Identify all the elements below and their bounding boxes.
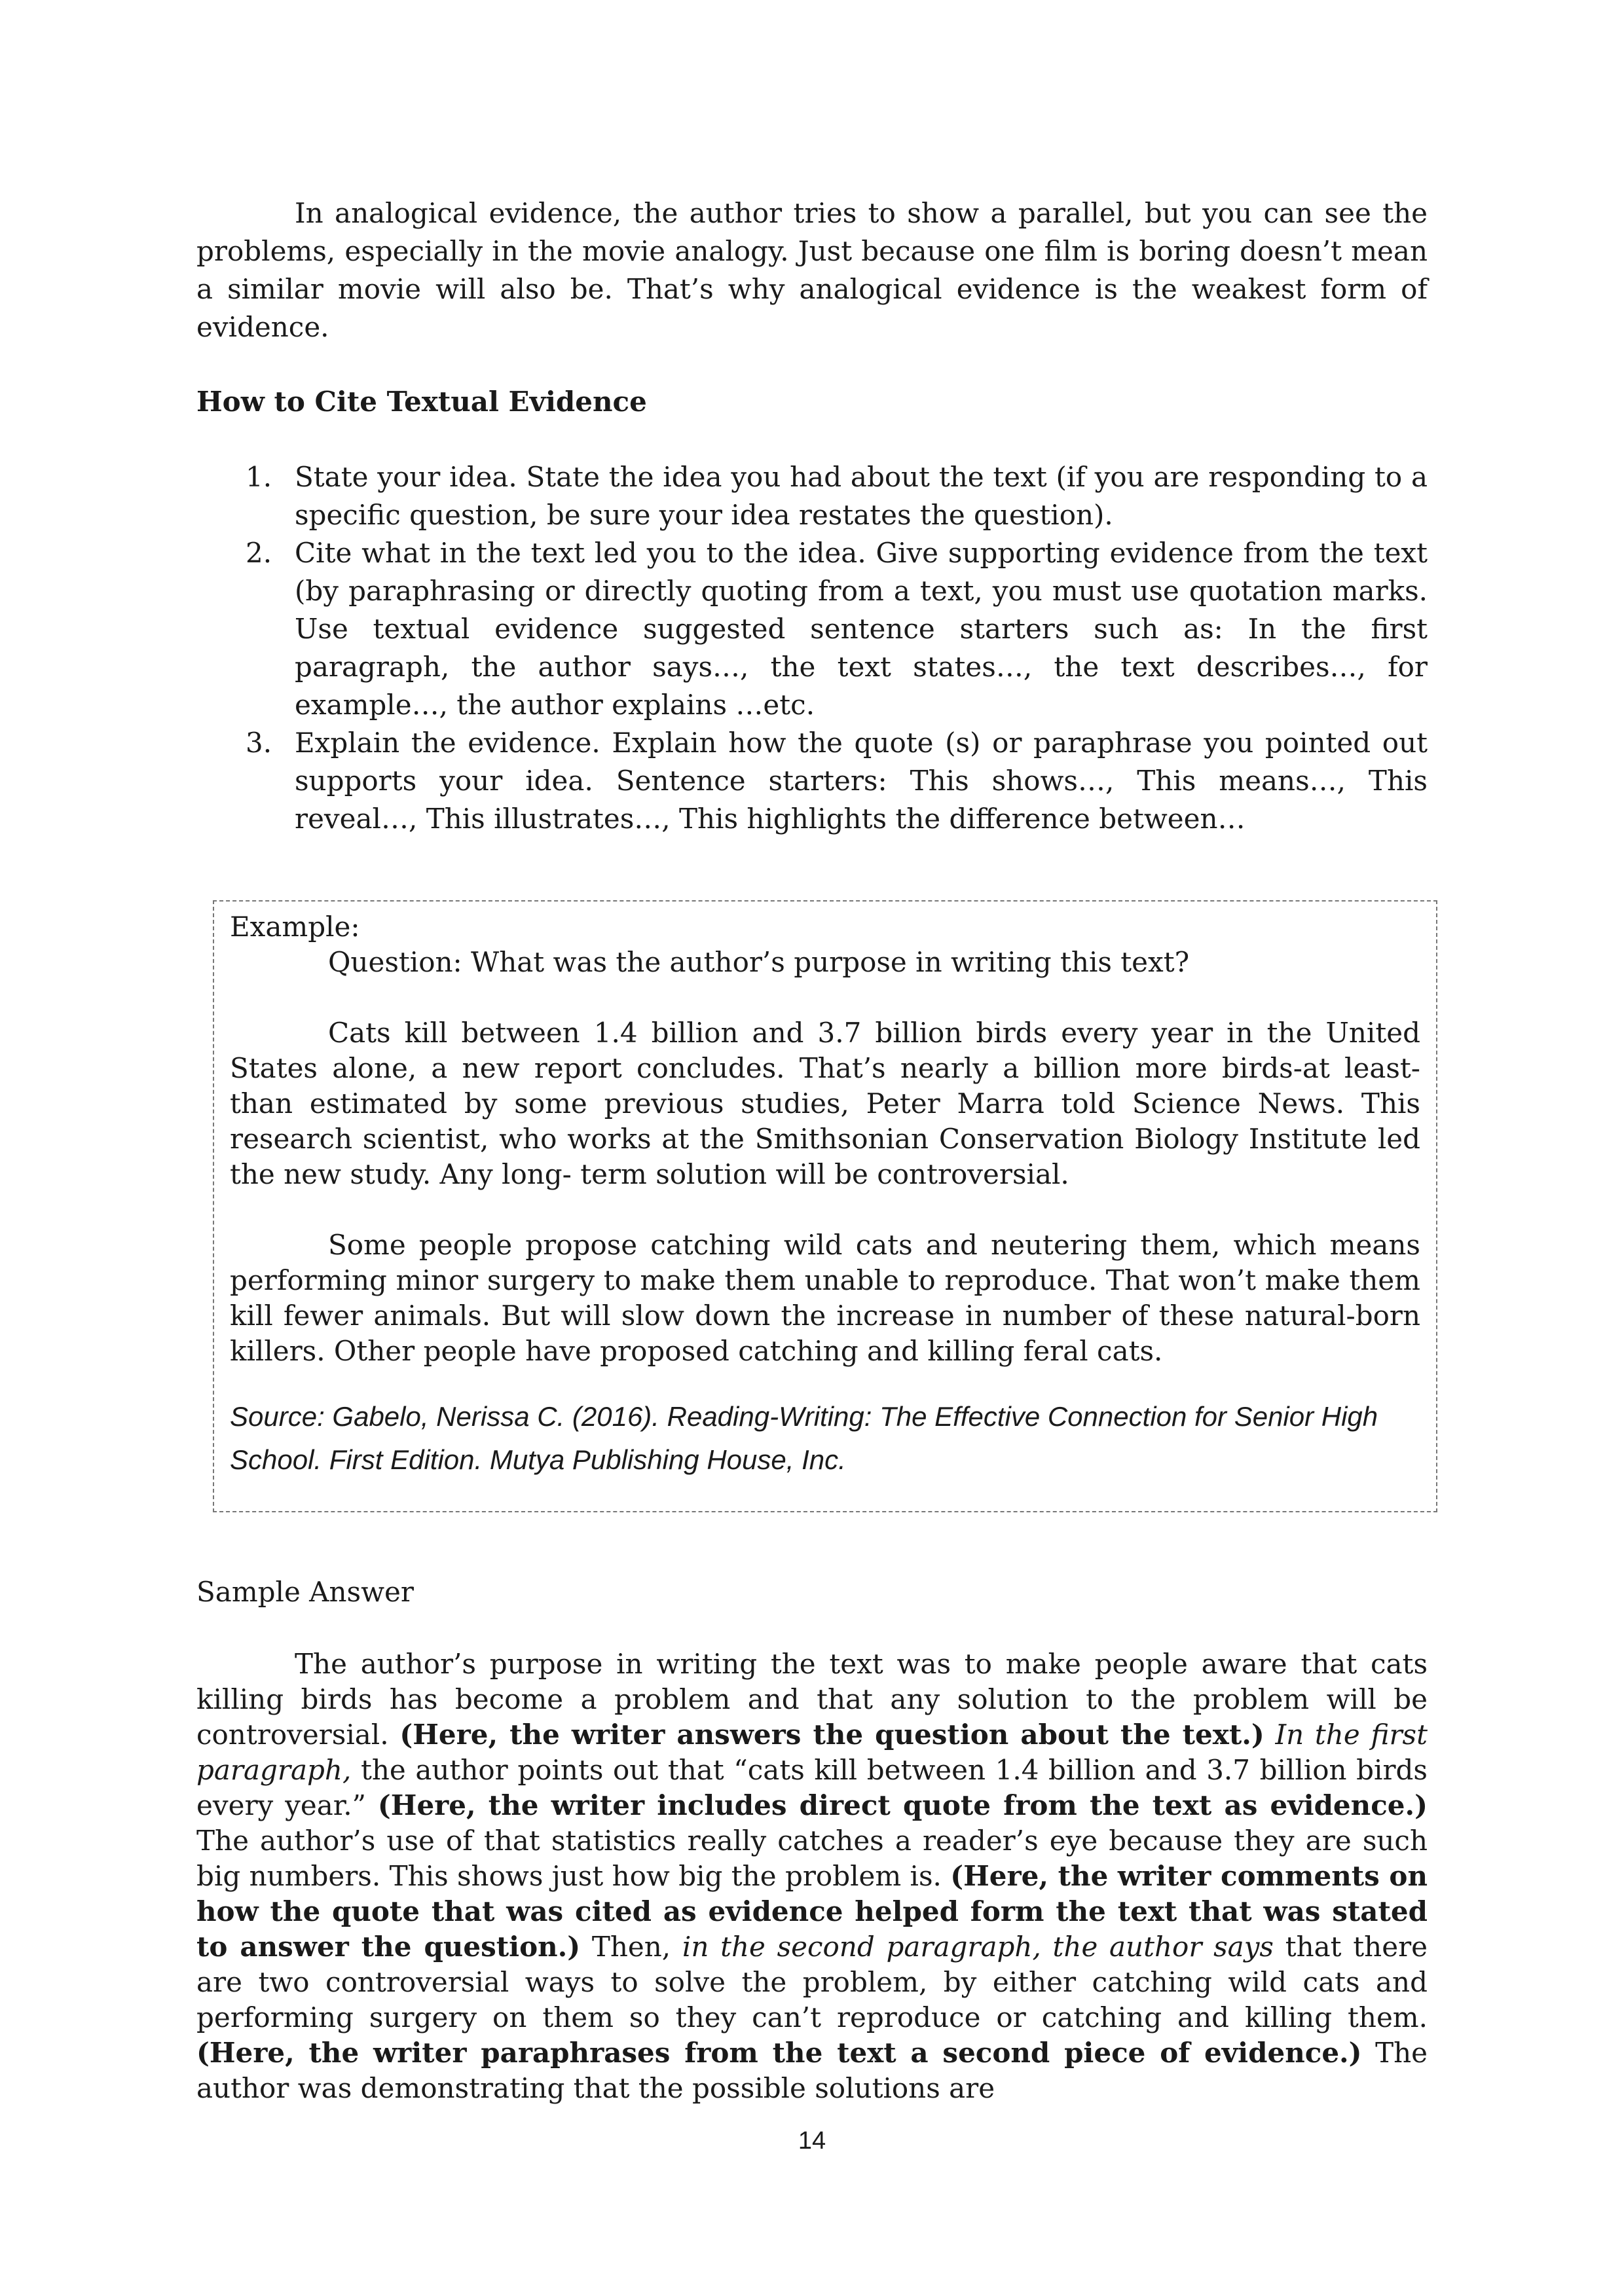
writer-note: (Here, the writer includes direct quote from the text as evidence.) xyxy=(377,1789,1428,1821)
sample-answer-paragraph xyxy=(196,1647,1428,2106)
sample-text: Then, xyxy=(580,1931,682,1963)
sample-text: the author points out that “cats kill between 1.4 billion and 3.7 billion birds every year.” xyxy=(196,1754,1428,1821)
sample-text xyxy=(1264,1719,1276,1751)
list-item xyxy=(246,724,1428,838)
steps-list xyxy=(196,458,1428,838)
example-label: Example: xyxy=(230,911,360,943)
writer-note: (Here, the writer answers the question about the text.) xyxy=(399,1719,1264,1751)
sample-text: The author’s use of that statistics really catches a reader’s eye because they are such big numbers. This shows just how big the problem is. xyxy=(196,1825,1428,1892)
page-number: 14 xyxy=(798,2127,826,2155)
example-paragraph-1: Cats kill between 1.4 billion and 3.7 billion birds every year in the United States alone, a new report concludes. That’s nearly a billion more birds-at least- than estimated by some previous studies, Peter Marra told Science News. This research scientist, who works at the Smithsonian Conservation Biology Institute led the new study. Any long- term solution will be controversial. xyxy=(230,1017,1420,1190)
sample-text: The author’s purpose in writing the text was to make people aware that cats killing birds has become a problem and that any solution to the problem will be controversial. xyxy=(196,1648,1428,1751)
writer-note: (Here, the writer comments on how the quote that was cited as evidence helped form the text that was stated to answer the question.) xyxy=(196,1860,1428,1963)
sample-text: The author was demonstrating that the possible solutions are xyxy=(196,2037,1428,2104)
list-item-text: State your idea. State the idea you had about the text (if you are responding to a specific question, be sure your idea restates the question). xyxy=(295,461,1428,531)
section-heading: How to Cite Textual Evidence xyxy=(196,386,647,418)
list-item xyxy=(246,458,1428,534)
list-item-number: 3. xyxy=(246,727,272,759)
list-item xyxy=(246,534,1428,724)
list-item-text: Explain the evidence. Explain how the quote (s) or paraphrase you pointed out supports your idea. Sentence starters: This shows…, This means…, This reveal…, This illustrates…, This highlights the difference between… xyxy=(295,727,1428,835)
list-item-number: 2. xyxy=(246,537,272,569)
example-paragraph-2: Some people propose catching wild cats and neutering them, which means performing minor surgery to make them unable to reproduce. That won’t make them kill fewer animals. But will slow down the increase in number of these natural-born killers. Other people have proposed catching and killing feral cats. xyxy=(230,1229,1420,1367)
list-item-text: Cite what in the text led you to the idea. Give supporting evidence from the text (by paraphrasing or directly quoting from a text, you must use quotation marks. Use textual evidence suggested sentence starters such as: In the first paragraph, the author says…, the text states…, the text describes…, for example…, the author explains …etc. xyxy=(295,537,1428,721)
sample-answer-label: Sample Answer xyxy=(196,1576,414,1608)
writer-note: (Here, the writer paraphrases from the text a second piece of evidence.) xyxy=(196,2037,1362,2069)
example-question: Question: What was the author’s purpose in writing this text? xyxy=(328,946,1190,978)
spacer xyxy=(230,1192,1420,1228)
sample-emphasis: in the second paragraph, the author says xyxy=(682,1931,1274,1963)
list-item-number: 1. xyxy=(246,461,272,493)
sample-text: that there are two controversial ways to solve the problem, by either catching wild cats and performing surgery on them so they can’t reproduce or catching and killing them. xyxy=(196,1931,1428,2033)
intro-paragraph: In analogical evidence, the author tries to show a parallel, but you can see the problems, especially in the movie analogy. Just because one film is boring doesn’t mean a similar movie will also be. That’s why analogical evidence is the weakest form of evidence. xyxy=(196,197,1428,343)
spacer xyxy=(230,1369,1420,1395)
sample-emphasis: In the first paragraph, xyxy=(196,1719,1428,1786)
example-source: Source: Gabelo, Nerissa C. (2016). Reading-Writing: The Effective Connection for Senior High School. First Edition. Mutya Publishing House, Inc. xyxy=(230,1401,1378,1475)
spacer xyxy=(230,980,1420,1015)
example-box xyxy=(213,900,1437,1512)
